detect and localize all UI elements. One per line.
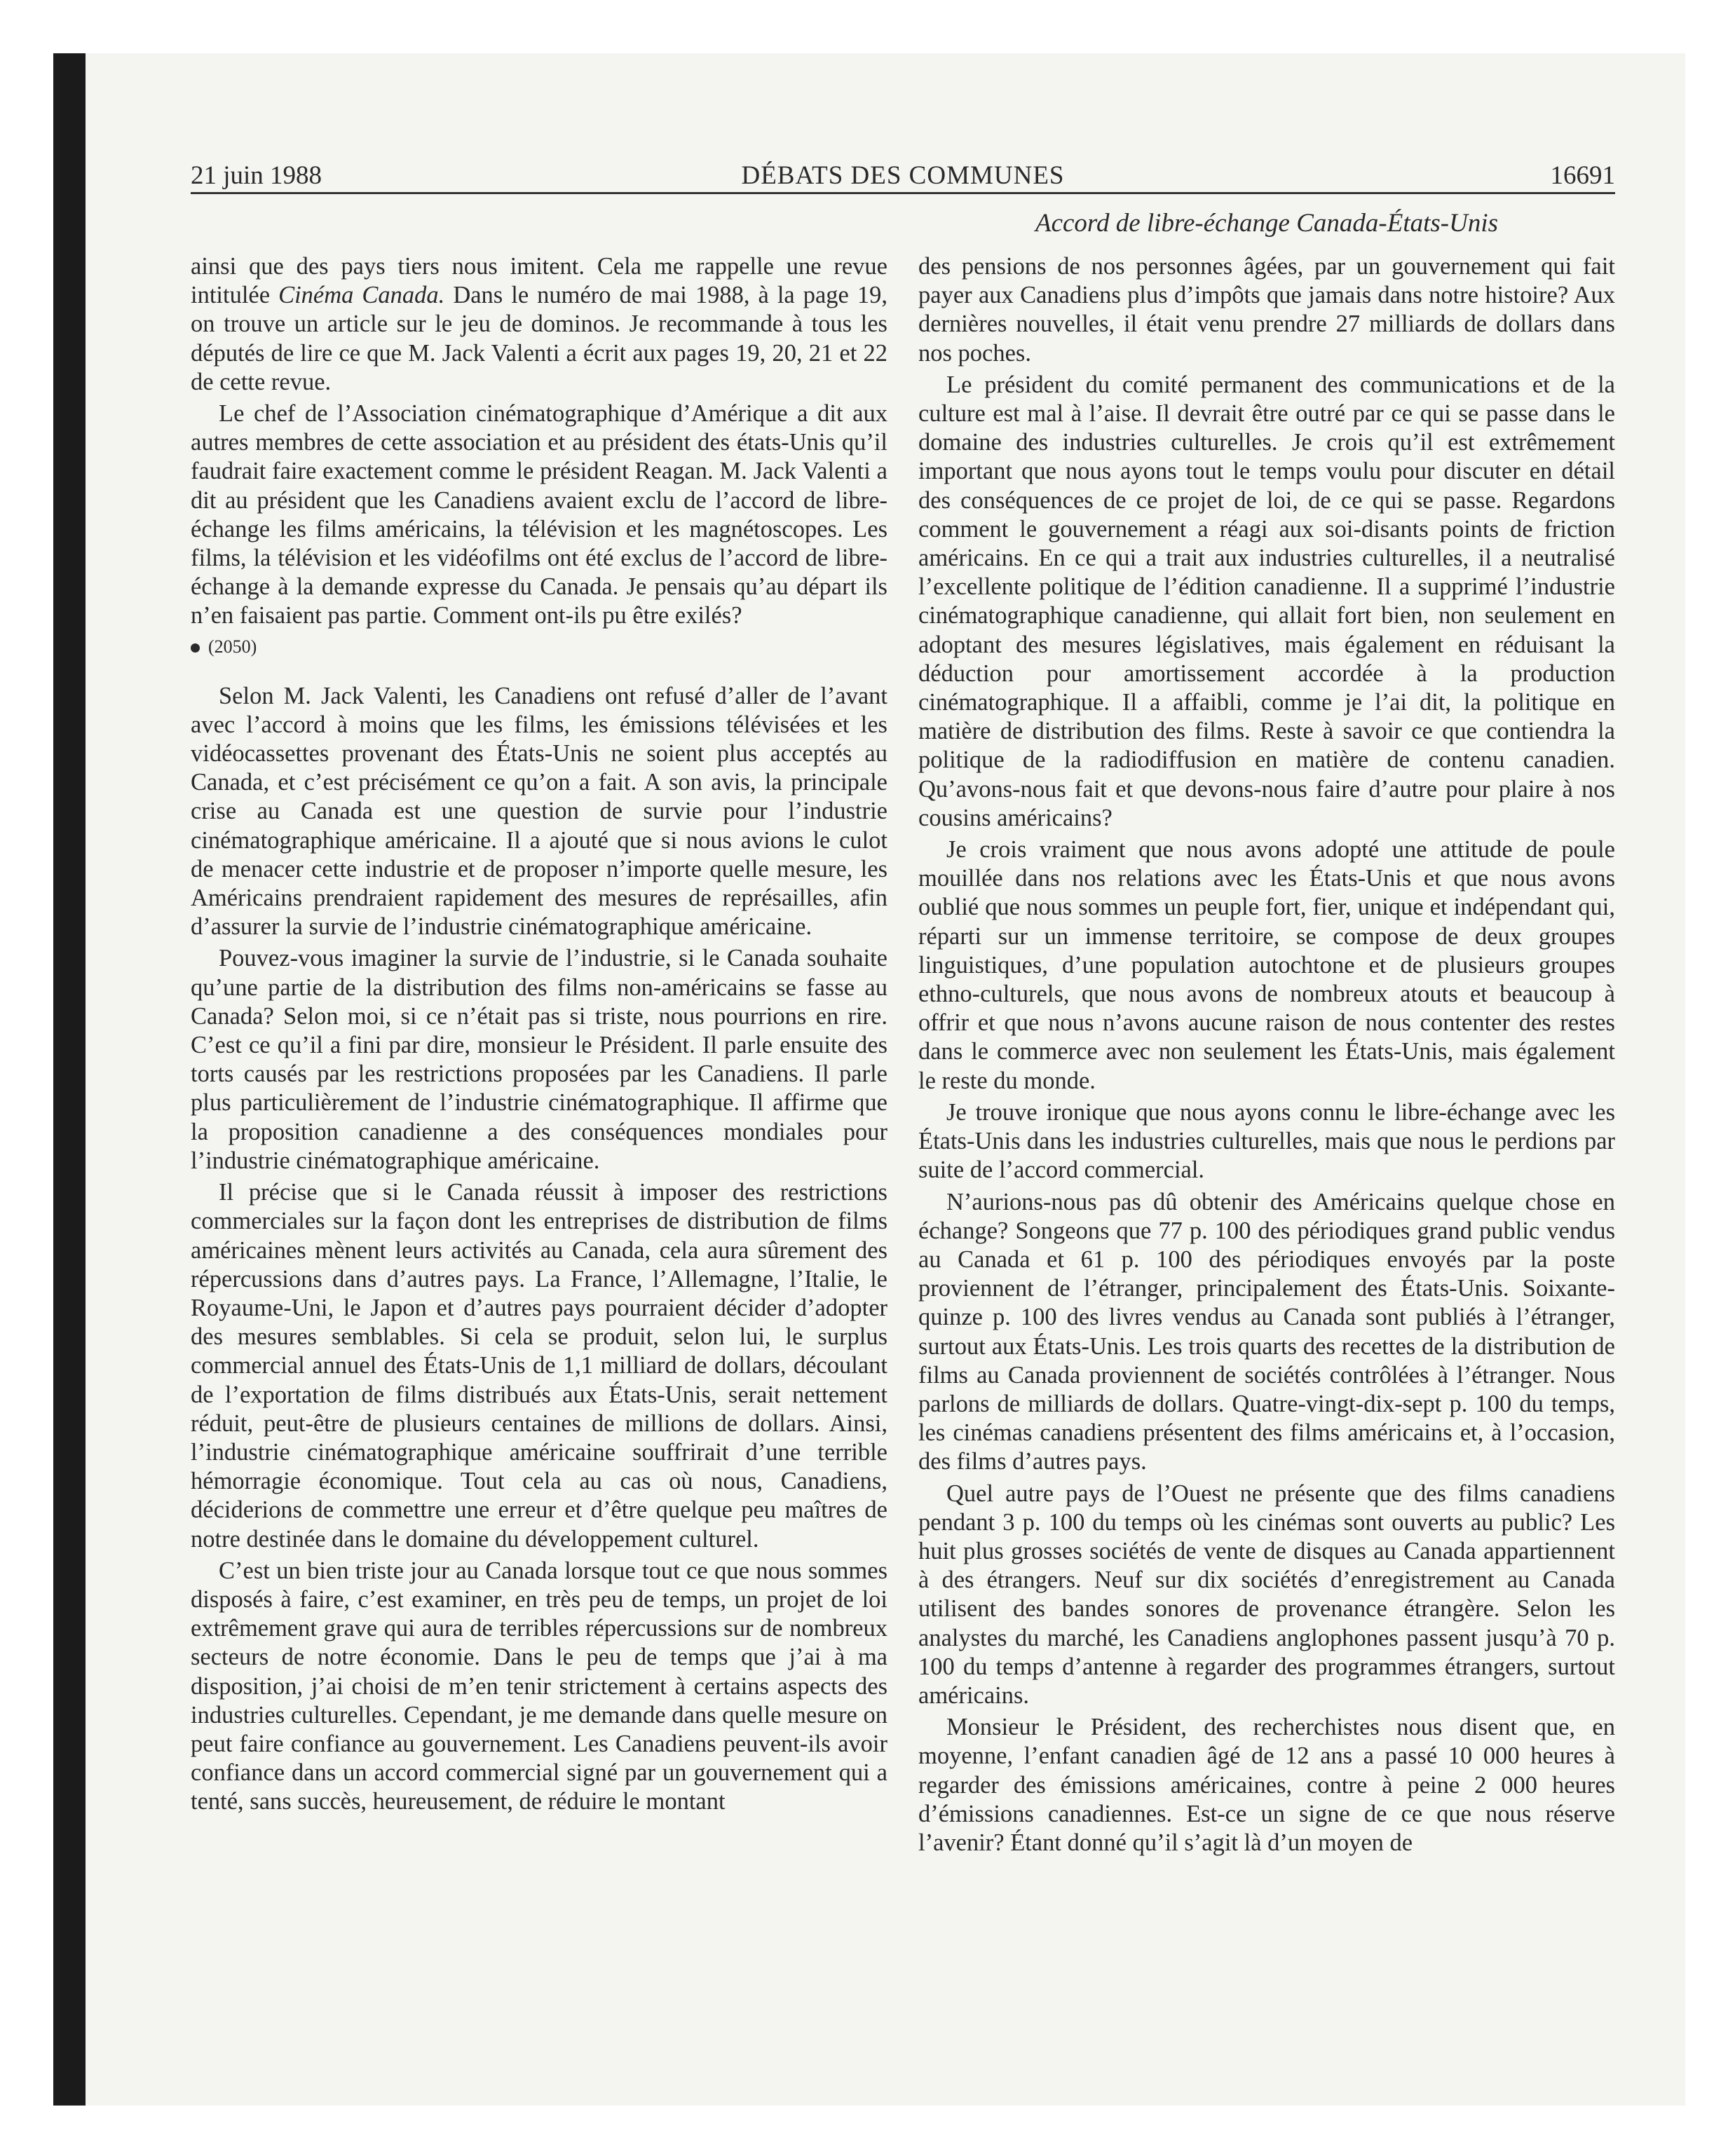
section-title: Accord de libre-échange Canada-États-Unis [1035, 209, 1499, 238]
right-column [918, 252, 1615, 1857]
paragraph [191, 252, 887, 397]
paragraph: Je trouve ironique que nous ayons connu le libre-échange avec les États-Unis dans les industries culturelles, mais que nous le perdions par suite de l’accord commercial. [918, 1098, 1615, 1184]
paragraph: Je crois vraiment que nous avons adopté une attitude de poule mouillée dans nos relations avec les États-Unis et que nous avons oublié que nous sommes un peuple fort, fier, unique et indépendant qui, réparti sur un immense territoire, se compose de deux groupes linguistiques, d’une population autochtone et de plusieurs groupes ethno-culturels, que nous avons de nombreux atouts et beaucoup à offrir et que nous n’avons aucune raison de nous contenter des restes dans le commerce avec non seulement les États-Unis, mais également le reste du monde. [918, 836, 1615, 1094]
header-title: DÉBATS DES COMMUNES [741, 161, 1065, 190]
paragraph: Pouvez-vous imaginer la survie de l’industrie, si le Canada souhaite qu’une partie de la distribution des films non-américains se fasse au Canada? Selon moi, si ce n’était pas si triste, nous pourrions en rire. C’est ce qu’il a fini par dire, monsieur le Président. Il parle ensuite des torts causés par les restrictions proposées par les Canadiens. Il parle plus particulièrement de l’industrie cinématographique. Il affirme que la proposition canadienne a des conséquences mondiales pour l’industrie cinématographique américaine. [191, 945, 887, 1174]
paragraph: Il précise que si le Canada réussit à imposer des restrictions commerciales sur la façon dont les entreprises de distribution de films américaines mènent leurs activités au Canada, cela aura sûrement des répercussions dans d’autres pays. La France, l’Allemagne, l’Italie, le Royaume-Uni, le Japon et d’autres pays pourraient décider d’adopter des mesures semblables. Si cela se produit, selon lui, le surplus commercial annuel des États-Unis de 1,1 milliard de dollars, découlant de l’exportation de films distribués aux États-Unis, serait nettement réduit, peut-être de plusieurs centaines de millions de dollars. Ainsi, l’industrie cinématographique américaine souffrirait d’une terrible hémorragie économique. Tout cela au cas où nous, Canadiens, déciderions de commettre une erreur et d’être quelque peu maîtres de notre destinée dans le domaine du développement culturel. [191, 1179, 887, 1553]
running-header [191, 158, 1615, 193]
time-marker [191, 632, 887, 661]
paragraph: Le président du comité permanent des communications et de la culture est mal à l’aise. Il devrait être outré par ce qui se passe dans le domaine des industries culturelles. Je crois qu’il est extrêmement important que nous ayons tout le temps voulu pour discuter en détail des conséquences de ce projet de loi, de ce qui se passe. Regardons comment le gouvernement a réagi aux soi-disants points de friction américains. En ce qui a trait aux industries culturelles, il a neutralisé l’excellente politique de l’édition canadienne. Il a supprimé l’industrie cinématographique canadienne, qui allait fort bien, non seulement en adoptant des mesures législatives, mais également en réduisant la déduction pour amortissement accordée à la production cinématographique. Il a affaibli, comme je l’ai dit, la politique en matière de distribution des films. Reste à savoir ce que contiendra la politique de la radiodiffusion en matière de contenu canadien. Qu’avons-nous fait et que devons-nous faire d’autre pour plaire à nos cousins américains? [918, 371, 1615, 831]
scan-border-edge [53, 53, 86, 2106]
paragraph: Monsieur le Président, des recherchistes nous disent que, en moyenne, l’enfant canadien âgé de 12 ans a passé 10 000 heures à regarder des émissions américaines, contre à peine 2 000 heures d’émissions canadiennes. Est-ce un signe de ce que nous réserve l’avenir? Étant donné qu’il s’agit là d’un moyen de [918, 1714, 1615, 1856]
left-column [191, 252, 887, 1817]
italic-title: Cinéma Canada. [278, 282, 445, 309]
paragraph: Le chef de l’Association cinématographique d’Amérique a dit aux autres membres de cette association et au président des états-Unis qu’il faudrait faire exactement comme le président Reagan. M. Jack Valenti a dit au président que les Canadiens avaient exclu de l’accord de libre-échange les films américains, la télévision et les magnétoscopes. Les films, la télévision et les vidéofilms ont été exclus de l’accord de libre-échange à la demande expresse du Canada. Je pensais qu’au départ ils n’en faisaient pas partie. Comment ont-ils pu être exilés? [191, 400, 887, 629]
time-marker-label: (2050) [208, 636, 257, 657]
paragraph: des pensions de nos personnes âgées, par un gouvernement qui fait payer aux Canadiens plus d’impôts que jamais dans notre histoire? Aux dernières nouvelles, il était venu prendre 27 milliards de dollars dans nos poches. [918, 253, 1615, 367]
header-page-number: 16691 [1550, 161, 1615, 190]
paragraph: N’aurions-nous pas dû obtenir des Américains quelque chose en échange? Songeons que 77 p. 100 des périodiques grand public vendus au Canada et 61 p. 100 des périodiques envoyés par la poste proviennent de l’étranger, principalement des États-Unis. Soixante-quinze p. 100 des livres vendus au Canada sont publiés à l’étranger, surtout aux États-Unis. Les trois quarts des recettes de la distribution de films au Canada proviennent de sociétés contrôlées à l’étranger. Nous parlons de milliards de dollars. Quatre-vingt-dix-sept p. 100 du temps, les cinémas canadiens présentent des films américains et, à l’occasion, des films d’autres pays. [918, 1188, 1615, 1475]
header-date: 21 juin 1988 [191, 161, 322, 190]
paragraph: Quel autre pays de l’Ouest ne présente que des films canadiens pendant 3 p. 100 du temps où les cinémas sont ouverts au public? Les huit plus grosses sociétés de vente de disques au Canada appartiennent à des étrangers. Neuf sur dix sociétés d’enregistrement au Canada utilisent des bandes sonores de provenance étrangère. Selon les analystes du marché, les Canadiens anglophones passent jusqu’à 70 p. 100 du temps d’antenne à regarder des programmes étrangers, surtout américains. [918, 1480, 1615, 1709]
paragraph: Selon M. Jack Valenti, les Canadiens ont refusé d’aller de l’avant avec l’accord à moins que les films, les émissions télévisées et les vidéocassettes provenant des États-Unis ne soient plus acceptés au Canada, et c’est précisément ce qu’on a fait. A son avis, la principale crise au Canada est une question de survie pour l’industrie cinématographique américaine. Il a ajouté que si nous avions le culot de menacer cette industrie et de proposer n’importe quelle mesure, les Américains prendraient rapidement des mesures de représailles, afin d’assurer la survie de l’industrie cinématographique américaine. [191, 682, 887, 941]
text-run: ainsi que des pays tiers nous imitent. Cela me rappelle une revue intitulée [191, 253, 887, 309]
paragraph: C’est un bien triste jour au Canada lorsque tout ce que nous sommes disposés à faire, c’est examiner, en très peu de temps, un projet de loi extrêmement grave qui aura de terribles répercussions sur de nombreux secteurs de notre économie. Dans le peu de temps que j’ai à ma disposition, j’ai choisi de m’en tenir strictement à certains aspects des industries culturelles. Cependant, je me demande dans quelle mesure on peut faire confiance au gouvernement. Les Canadiens peuvent-ils avoir confiance dans un accord commercial signé par un gouvernement qui a tenté, sans succès, heureusement, de réduire le montant [191, 1557, 887, 1815]
text-run: Dans le numéro de mai 1988, à la page 19, on trouve un article sur le jeu de dominos. Je recommande à tous les députés de lire ce que M. Jack Valenti a écrit aux pages 19, 20, 21 et 22 de cette revue. [191, 282, 887, 395]
bullet-icon [191, 643, 200, 653]
header-rule [191, 192, 1615, 194]
